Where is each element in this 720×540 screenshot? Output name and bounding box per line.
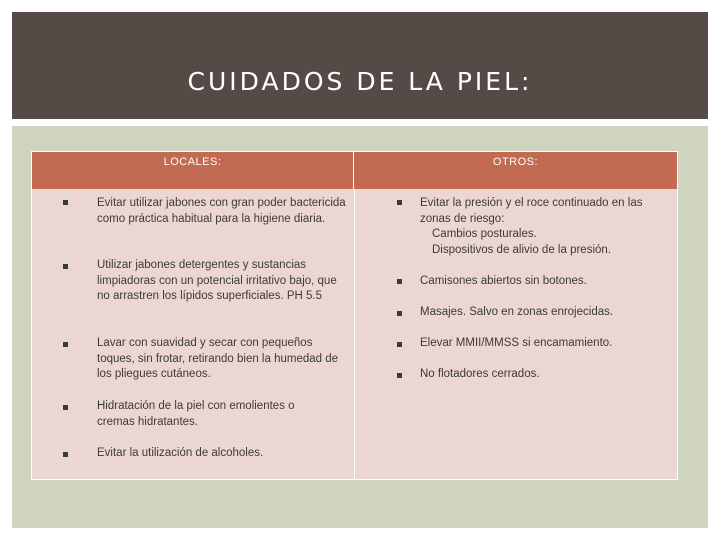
list-item: No flotadores cerrados. <box>420 368 540 380</box>
bullet-icon <box>397 311 402 316</box>
header-otros: OTROS: <box>354 152 677 189</box>
list-item: Elevar MMII/MMSS si encamamiento. <box>420 337 613 349</box>
list-item: Camisones abiertos sin botones. <box>420 275 587 287</box>
list-item: Evitar utilizar jabones con gran poder bactericida como práctica habitual para la higiene diaria. <box>97 197 346 225</box>
bullet-icon <box>63 200 68 205</box>
bullet-icon <box>63 405 68 410</box>
list-item: Lavar con suavidad y secar con pequeños toques, sin frotar, retirando bien la humedad de los pliegues cutáneos. <box>97 337 339 380</box>
bullet-icon <box>63 342 68 347</box>
column-divider <box>354 189 355 479</box>
bullet-icon <box>397 373 402 378</box>
header-locales: LOCALES: <box>32 152 354 189</box>
list-item: Hidratación de la piel con emolientes o cremas hidratantes. <box>97 400 295 428</box>
sub-item: Dispositivos de alivio de la presión. <box>432 243 611 256</box>
bullet-icon <box>397 200 402 205</box>
list-item: Masajes. Salvo en zonas enrojecidas. <box>420 306 614 318</box>
list-item: Utilizar jabones detergentes y sustancias limpiadoras con un potencial irritativo bajo, que no arrastren los lípidos superficiales. PH 5.5 <box>97 259 337 302</box>
bullet-icon <box>397 279 402 284</box>
list-item <box>420 196 665 258</box>
bullet-icon <box>63 264 68 269</box>
list-item: Evitar la utilización de alcoholes. <box>97 447 264 459</box>
title-bar <box>12 12 708 119</box>
bullet-icon <box>397 342 402 347</box>
sub-item: Cambios posturales. <box>432 228 537 240</box>
care-table <box>31 151 678 480</box>
bullet-icon <box>63 452 68 457</box>
list-item-text: Evitar la presión y el roce continuado en las zonas de riesgo: <box>420 197 643 225</box>
slide-title: CUIDADOS DE LA PIEL: <box>187 67 533 96</box>
